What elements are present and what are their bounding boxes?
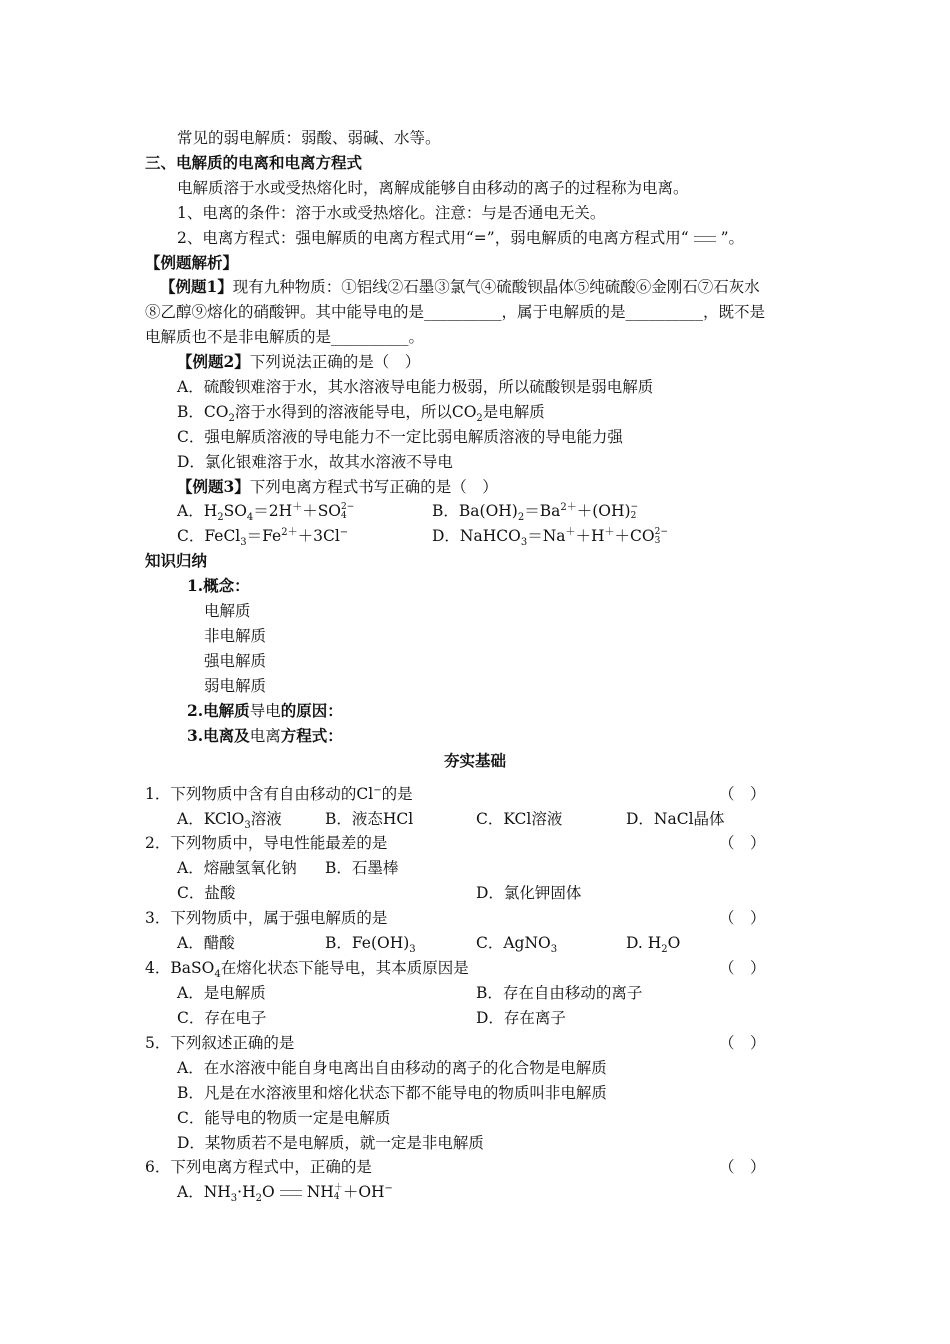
q4-option-d: D．存在离子 <box>476 1009 566 1027</box>
concept-weak-electrolyte: 弱电解质 <box>204 677 267 695</box>
q2-option-d: D．氯化钾固体 <box>476 884 582 902</box>
q3-option-a: A．醋酸 <box>177 934 235 952</box>
summary-item-concept: 1.概念： <box>187 576 250 595</box>
example-2-option-d: D．氯化银难溶于水，故其水溶液不导电 <box>177 453 453 471</box>
ionization-definition: 电解质溶于水或受热熔化时，离解成能够自由移动的离子的过程称为电离。 <box>177 179 689 197</box>
example-3-option-a: A．$H_2SO_4=2H^++SO$ 2− 4 <box>177 501 355 524</box>
reversible-arrow-icon <box>692 234 718 244</box>
answer-paren-3: （ ） <box>719 909 766 927</box>
example-analysis-heading: 【例题解析】 <box>145 253 239 272</box>
ionization-condition: 1、电离的条件：溶于水或受热熔化。注意：与是否通电无关。 <box>177 204 606 222</box>
q4-option-c: C．存在电子 <box>177 1009 267 1027</box>
example-3-option-c: C．$FeCl_3=Fe^{2+}+3Cl^-$ <box>177 526 349 549</box>
q4-option-b: B．存在自由移动的离子 <box>476 984 643 1002</box>
q1-option-a: A．KClO$_3$溶液 <box>177 810 282 832</box>
example-2-option-c: C．强电解质溶液的导电能力不一定比弱电解质溶液的导电能力强 <box>177 428 623 446</box>
example-1-line-2: ⑧乙醇⑨熔化的硝酸钾。其中能导电的是__________，属于电解质的是__________，既不是 <box>145 303 766 321</box>
q5-option-b: B．凡是在水溶液里和熔化状态下都不能导电的物质叫非电解质 <box>177 1084 607 1102</box>
question-1: 1．下列物质中含有自由移动的Cl−的是 <box>145 784 413 803</box>
question-6: 6．下列电离方程式中，正确的是 <box>145 1158 372 1176</box>
concept-strong-electrolyte: 强电解质 <box>204 652 267 670</box>
question-5: 5．下列叙述正确的是 <box>145 1034 295 1052</box>
q2-option-a: A．熔融氢氧化钠 <box>177 859 297 877</box>
q3-option-c: C．AgNO$_3$ <box>476 934 558 956</box>
section-heading-3: 三、电解质的电离和电离方程式 <box>145 153 363 172</box>
example-2-option-a: A．硫酸钡难溶于水，其水溶液导电能力极弱，所以硫酸钡是弱电解质 <box>177 378 654 396</box>
answer-paren-2: （ ） <box>719 834 766 852</box>
q1-option-d: D．NaCl晶体 <box>626 810 725 828</box>
answer-paren-1: （ ） <box>719 785 766 803</box>
knowledge-summary-heading: 知识归纳 <box>145 551 208 570</box>
summary-item-conduction: 2.电解质导电的原因： <box>187 701 343 720</box>
q5-option-a: A．在水溶液中能自身电离出自由移动的离子的化合物是电解质 <box>177 1059 607 1077</box>
foundation-heading: 夯实基础 <box>443 751 506 770</box>
example-2-option-b: B．$CO_2$溶于水得到的溶液能导电，所以$CO_2$是电解质 <box>177 403 545 425</box>
summary-item-ionization: 3.电离及电离方程式： <box>187 726 343 745</box>
example-2-question: 【例题2】下列说法正确的是（ ） <box>177 352 421 371</box>
q6-option-a: A．$NH_3\cdot H_2O$ NH ＋ 4 ＋OH− <box>177 1182 393 1205</box>
answer-paren-5: （ ） <box>719 1034 766 1052</box>
q2-option-b: B．石墨棒 <box>325 859 399 877</box>
question-4: 4．BaSO$_4$在熔化状态下能导电，其本质原因是 <box>145 959 469 981</box>
answer-paren-4: （ ） <box>719 959 766 977</box>
q2-option-c: C．盐酸 <box>177 884 236 902</box>
q3-option-d: D. $H_2O$ <box>626 934 681 956</box>
q5-option-d: D．某物质若不是电解质，就一定是非电解质 <box>177 1134 484 1152</box>
example-3-question: 【例题3】下列电离方程式书写正确的是（ ） <box>177 477 498 496</box>
example-1-line-3: 电解质也不是非电解质的是__________。 <box>145 328 425 346</box>
answer-paren-6: （ ） <box>719 1158 766 1176</box>
question-2: 2．下列物质中，导电性能最差的是 <box>145 834 388 852</box>
q4-option-a: A．是电解质 <box>177 984 266 1002</box>
weak-electrolyte-line: 常见的弱电解质：弱酸、弱碱、水等。 <box>177 129 441 147</box>
example-3-option-d: D．NaHCO$_3$＝Na＋＋H＋＋CO 2− 3 <box>432 526 668 549</box>
concept-electrolyte: 电解质 <box>204 602 251 620</box>
ionization-equation-note: 2、电离方程式：强电解质的电离方程式用“=”，弱电解质的电离方程式用“ ”。 <box>177 229 745 247</box>
example-1-line-1: 【例题1】现有九种物质：①铝线②石墨③氯气④硫酸钡晶体⑤纯硫酸⑥金刚石⑦石灰水 <box>160 277 760 296</box>
example-3-option-b: B．$Ba(OH)_2=Ba^{2+}+(OH)$ − 2 <box>432 501 639 524</box>
q5-option-c: C．能导电的物质一定是电解质 <box>177 1109 391 1127</box>
q1-option-c: C．KCl溶液 <box>476 810 563 828</box>
reversible-arrow-icon <box>278 1188 304 1198</box>
q1-option-b: B．液态HCl <box>325 810 414 828</box>
q3-option-b: B．$Fe(OH)_3$ <box>325 934 416 956</box>
concept-non-electrolyte: 非电解质 <box>204 627 267 645</box>
question-3: 3．下列物质中，属于强电解质的是 <box>145 909 388 927</box>
